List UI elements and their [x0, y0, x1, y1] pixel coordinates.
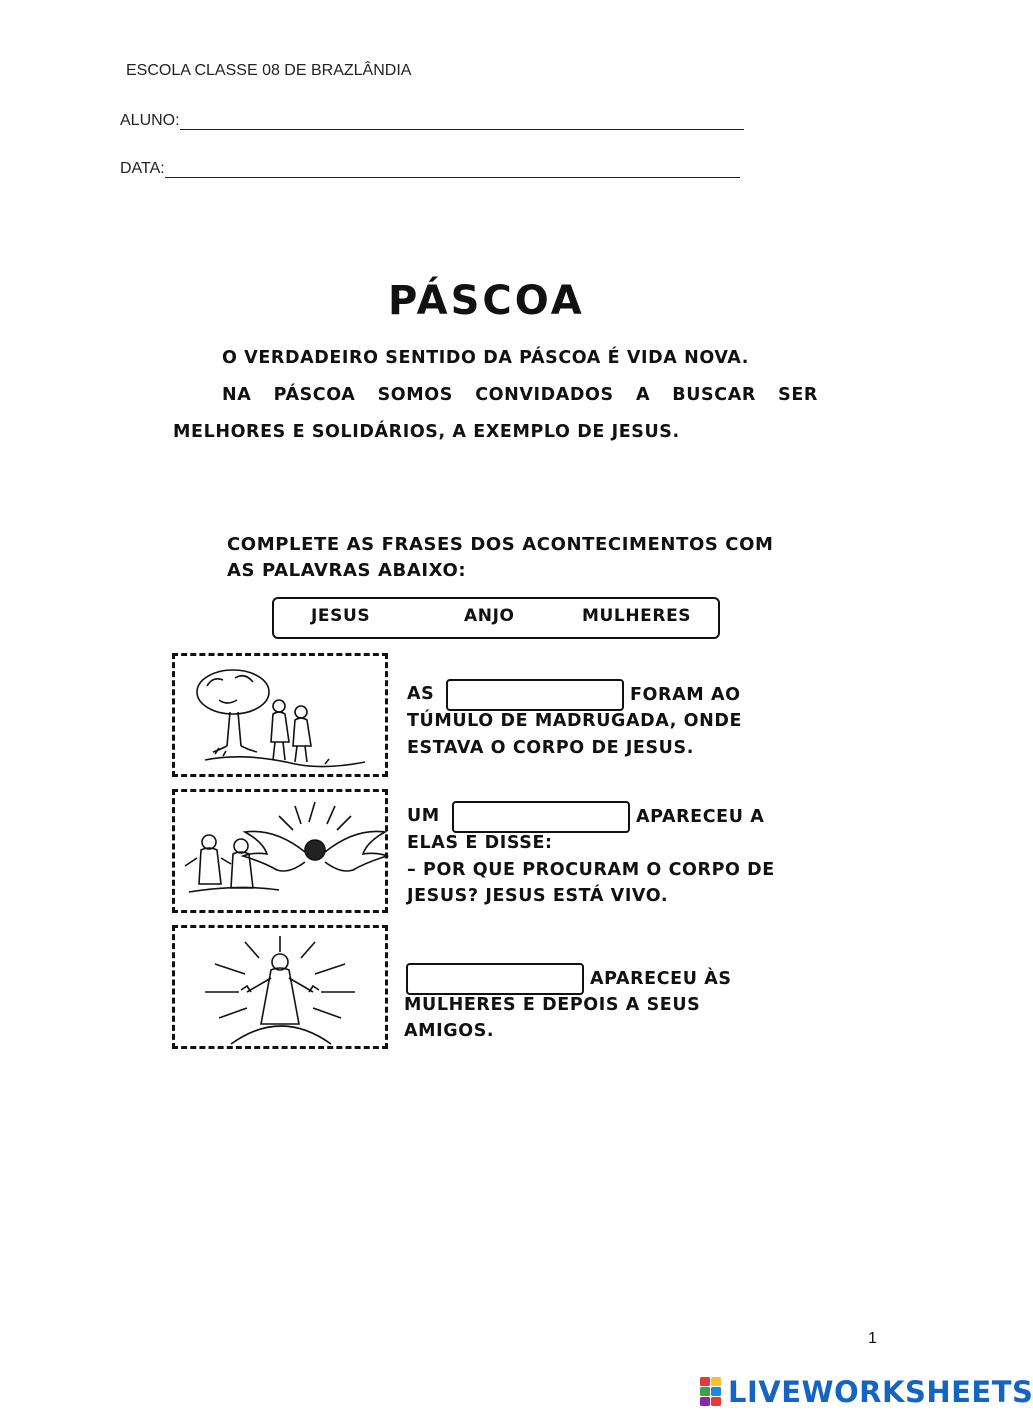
instruction-line-2: AS PALAVRAS ABAIXO: [227, 560, 467, 581]
logo-block [711, 1387, 721, 1396]
answer-blank-1[interactable] [446, 679, 624, 711]
liveworksheets-logo [700, 1376, 1033, 1408]
item-3-line-2: MULHERES E DEPOIS A SEUS [404, 995, 701, 1015]
answer-blank-3[interactable] [406, 963, 584, 995]
intro-line-1: O VERDADEIRO SENTIDO DA PÁSCOA É VIDA NOVA. [222, 348, 750, 368]
tree-icon [175, 656, 385, 774]
radiant-figure-icon [175, 928, 385, 1046]
item-1-line-2: TÚMULO DE MADRUGADA, ONDE [407, 711, 743, 731]
liveworksheets-logo-icon [700, 1377, 722, 1407]
word-bank-item: MULHERES [582, 606, 692, 626]
item-2-after: APARECEU A [636, 807, 765, 827]
answer-blank-2[interactable] [452, 801, 630, 833]
item-2-line-4: JESUS? JESUS ESTÁ VIVO. [407, 886, 669, 906]
date-line[interactable] [165, 161, 740, 178]
intro-line-2: NA PÁSCOA SOMOS CONVIDADOS A BUSCAR SER [222, 385, 818, 405]
logo-block [711, 1397, 721, 1406]
item-3-line-3: AMIGOS. [404, 1021, 495, 1041]
item-2-line-2: ELAS E DISSE: [407, 833, 553, 853]
school-name: ESCOLA CLASSE 08 DE BRAZLÂNDIA [126, 62, 412, 79]
brand-name: LIVEWORKSHEETS [728, 1375, 1033, 1409]
student-label: ALUNO: [120, 112, 180, 129]
item-3-after: APARECEU ÀS [590, 969, 732, 989]
item-1-before: AS [407, 684, 435, 704]
women-walking-image [172, 653, 388, 777]
intro-line-3: MELHORES E SOLIDÁRIOS, A EXEMPLO DE JESUS. [173, 422, 680, 442]
word-bank-item: JESUS [311, 606, 371, 626]
instruction-line-1: COMPLETE AS FRASES DOS ACONTECIMENTOS COM [227, 534, 774, 555]
word-bank-item: ANJO [464, 606, 515, 626]
item-1-line-3: ESTAVA O CORPO DE JESUS. [407, 738, 694, 758]
angel-image [172, 789, 388, 913]
student-name-row [120, 112, 744, 130]
logo-block [711, 1377, 721, 1386]
logo-block [700, 1387, 710, 1396]
item-2-line-3: – POR QUE PROCURAM O CORPO DE [407, 860, 775, 880]
item-1-line-1 [407, 684, 434, 704]
student-name-line[interactable] [180, 113, 744, 130]
item-1-after: FORAM AO [630, 685, 741, 705]
angel-icon [175, 792, 385, 910]
page-number: 1 [868, 1330, 877, 1347]
page-title: PÁSCOA [388, 278, 585, 324]
date-label: DATA: [120, 160, 165, 177]
date-row [120, 160, 740, 178]
logo-block [700, 1397, 710, 1406]
risen-jesus-image [172, 925, 388, 1049]
logo-block [700, 1377, 710, 1386]
item-2-before: UM [407, 806, 440, 826]
